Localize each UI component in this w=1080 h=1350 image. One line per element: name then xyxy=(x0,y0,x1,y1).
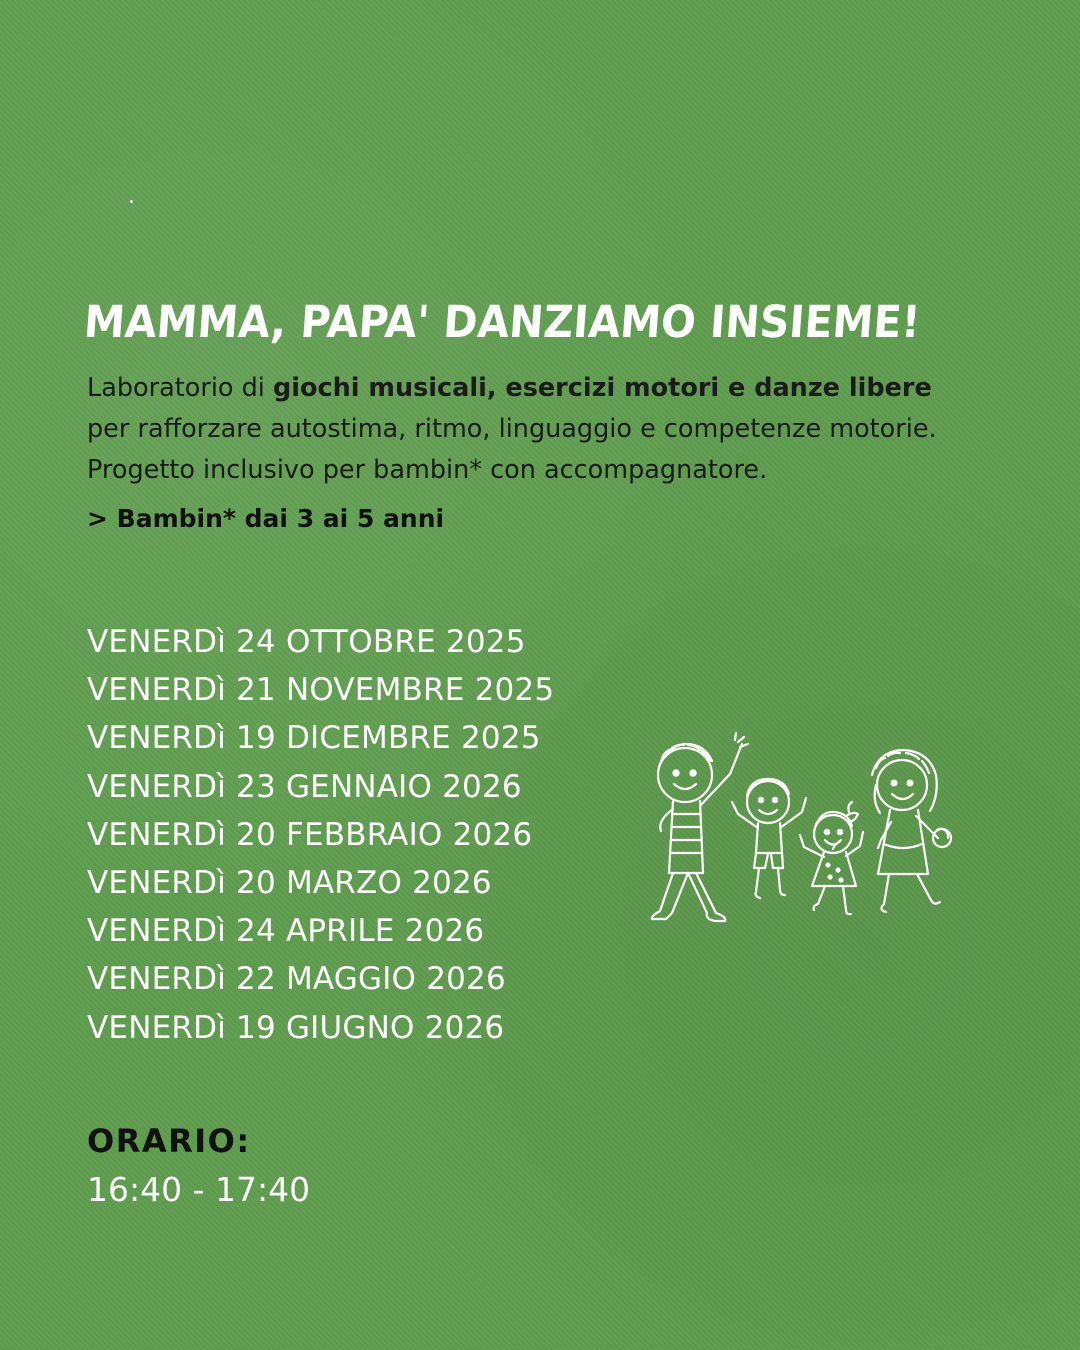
date-item: VENERDì 23 GENNAIO 2026 xyxy=(87,768,522,805)
date-item: VENERDì 20 MARZO 2026 xyxy=(87,865,492,902)
description-highlight: giochi musicali, esercizi motori e danze libere xyxy=(272,373,932,403)
event-title: MAMMA, PAPA' DANZIAMO INSIEME! xyxy=(82,296,922,348)
schedule-label: ORARIO: xyxy=(87,1122,251,1160)
date-item: VENERDì 22 MAGGIO 2026 xyxy=(87,961,506,998)
background-speck xyxy=(130,200,133,203)
date-item: VENERDì 21 NOVEMBRE 2025 xyxy=(87,672,555,709)
dad-figure xyxy=(652,733,748,921)
description-line-3: Progetto inclusivo per bambin* con accompagnatore. xyxy=(87,455,768,485)
boy-figure xyxy=(732,779,806,898)
date-item: VENERDì 24 OTTOBRE 2025 xyxy=(87,624,526,660)
date-item: VENERDì 24 APRILE 2026 xyxy=(87,913,485,950)
mom-figure xyxy=(872,750,951,912)
age-range: > Bambin* dai 3 ai 5 anni xyxy=(87,504,445,533)
description-intro-text: Laboratorio di xyxy=(87,373,273,403)
date-item: VENERDì 19 GIUGNO 2026 xyxy=(87,1009,505,1046)
schedule-time: 16:40 - 17:40 xyxy=(87,1170,311,1209)
date-item: VENERDì 20 FEBBRAIO 2026 xyxy=(87,816,533,853)
description-line-1 xyxy=(87,368,1017,409)
girl-figure xyxy=(800,802,863,914)
event-description xyxy=(87,368,1017,491)
dates-list xyxy=(87,618,554,1052)
dancing-family-icon xyxy=(640,730,970,930)
description-line-2: per rafforzare autostima, ritmo, linguaggio e competenze motorie. xyxy=(87,414,937,444)
date-item: VENERDì 19 DICEMBRE 2025 xyxy=(87,720,541,757)
